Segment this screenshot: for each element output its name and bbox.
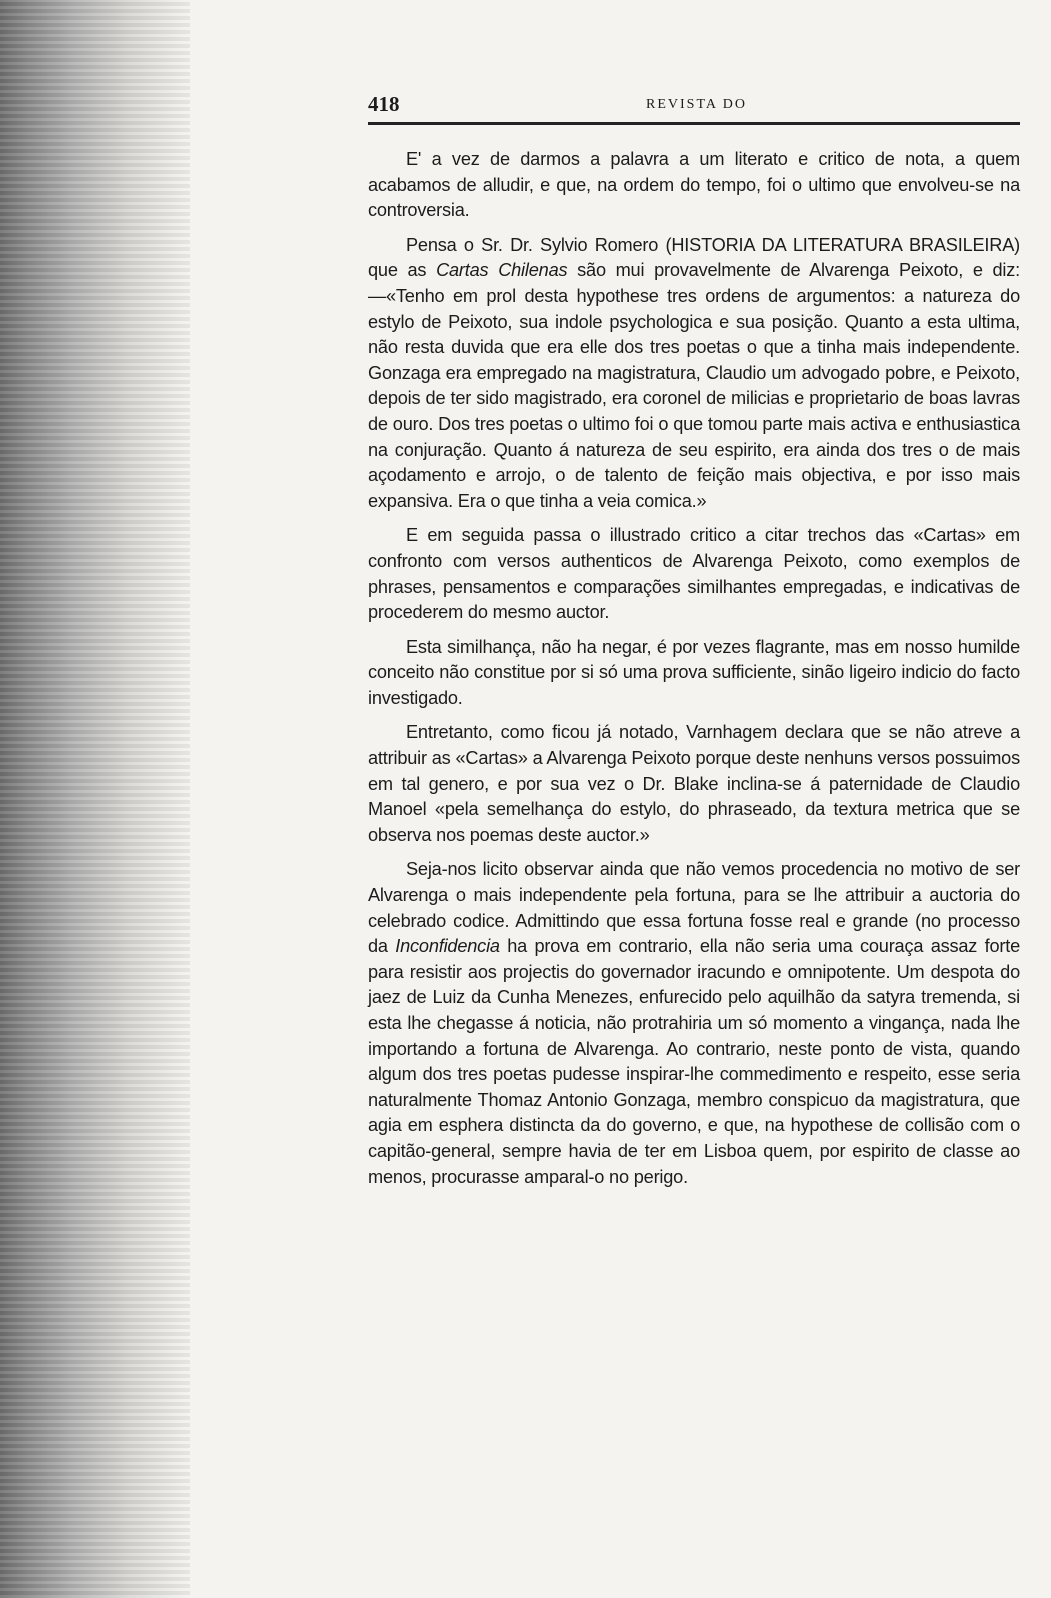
paragraph-6-text-a: Seja-nos licito observar ainda que não vemos procedencia no motivo de ser Alvarenga o mais independente pela fortuna, para se lhe attribuir a auctoria do celebrado codice. Admittindo que essa fortuna fosse real e grande (no processo da [368,859,1020,957]
book-title-cartas-chilenas: Cartas Chilenas [436,260,568,281]
paragraph-2-text-b: são mui provavelmente de Alvarenga Peixoto, e diz:—«Tenho em prol desta hypothese tres ordens de argumentos: a natureza do estylo de Peixoto, sua indole psychologica e sua posição. Quanto a esta ultima, não resta duvida que era elle dos tres poetas o que a tinha mais independente. Gonzaga era empregado na magistratura, Claudio um advogado pobre, e Peixoto, depois de ter sido magistrado, era coronel de milicias e proprietario de boas lavras de ouro. Dos tres poetas o ultimo foi o que tomou parte mais activa e enthusiastica na conjuração. Quanto á natureza de seu espirito, era ainda dos tres o de mais açodamento e arrojo, o de talento de feição mais objectiva, e por isso mais expansiva. Era o que tinha a veia comica.» [368,260,1021,511]
paragraph-5 [368,720,1020,848]
journal-title: REVISTA DO [646,97,747,112]
paragraph-3 [368,523,1020,625]
term-inconfidencia: Inconfidencia [395,936,500,957]
running-head [368,92,1020,125]
paragraph-1-text: E' a vez de darmos a palavra a um literato e critico de nota, a quem acabamos de alludir, e que, na ordem do tempo, foi o ultimo que envolveu-se na controversia. [368,149,1020,221]
paragraph-6 [368,857,1020,1190]
paragraph-6-text-b: ha prova em contrario, ella não seria uma couraça assaz forte para resistir aos projectis do governador iracundo e omnipotente. Um despota do jaez de Luiz da Cunha Menezes, enfurecido pelo aquilhão da satyra tremenda, si esta lhe chegasse á noticia, não protrahiria um só momento a vingança, nada lhe importando a fortuna de Alvarenga. Ao contrario, neste ponto de vista, quando algum dos tres poetas pudesse inspirar-lhe commedimento e respeito, esse seria naturalmente Thomaz Antonio Gonzaga, membro conspicuo da magistratura, que agia em esphera distincta da do governo, e que, na hypothese de collisão com o capitão-general, sempre havia de ter em Lisboa quem, por espirito de classe ao menos, procurasse amparal-o no perigo. [368,936,1020,1187]
paragraph-4 [368,635,1020,712]
paragraph-5-text: Entretanto, como ficou já notado, Varnhagem declara que se não atreve a attribuir as «Cartas» a Alvarenga Peixoto porque deste nenhuns versos possuimos em tal genero, e por sua vez o Dr. Blake inclina-se á paternidade de Claudio Manoel «pela semelhança do estylo, do phraseado, da textura metrica que se observa nos poemas deste auctor.» [368,722,1020,845]
paragraph-2 [368,233,1020,515]
paragraph-3-text: E em seguida passa o illustrado critico a citar trechos das «Cartas» em confronto com versos authenticos de Alvarenga Peixoto, como exemplos de phrases, pensamentos e comparações similhantes empregadas, e indicativas de procederem do mesmo auctor. [368,525,1020,623]
paragraph-2-text-a: Pensa o Sr. Dr. Sylvio Romero (HISTORIA DA LITERATURA BRASILEIRA) que as [368,234,1020,281]
document-page [368,92,1020,1199]
paragraph-4-text: Esta similhança, não ha negar, é por vezes flagrante, mas em nosso humilde conceito não constitue por si só uma prova sufficiente, sinão ligeiro indicio do facto investigado. [368,636,1020,708]
body-text [368,147,1020,1190]
page-number: 418 [368,92,400,116]
paragraph-1 [368,147,1020,224]
scanned-page-edge [0,0,190,1598]
